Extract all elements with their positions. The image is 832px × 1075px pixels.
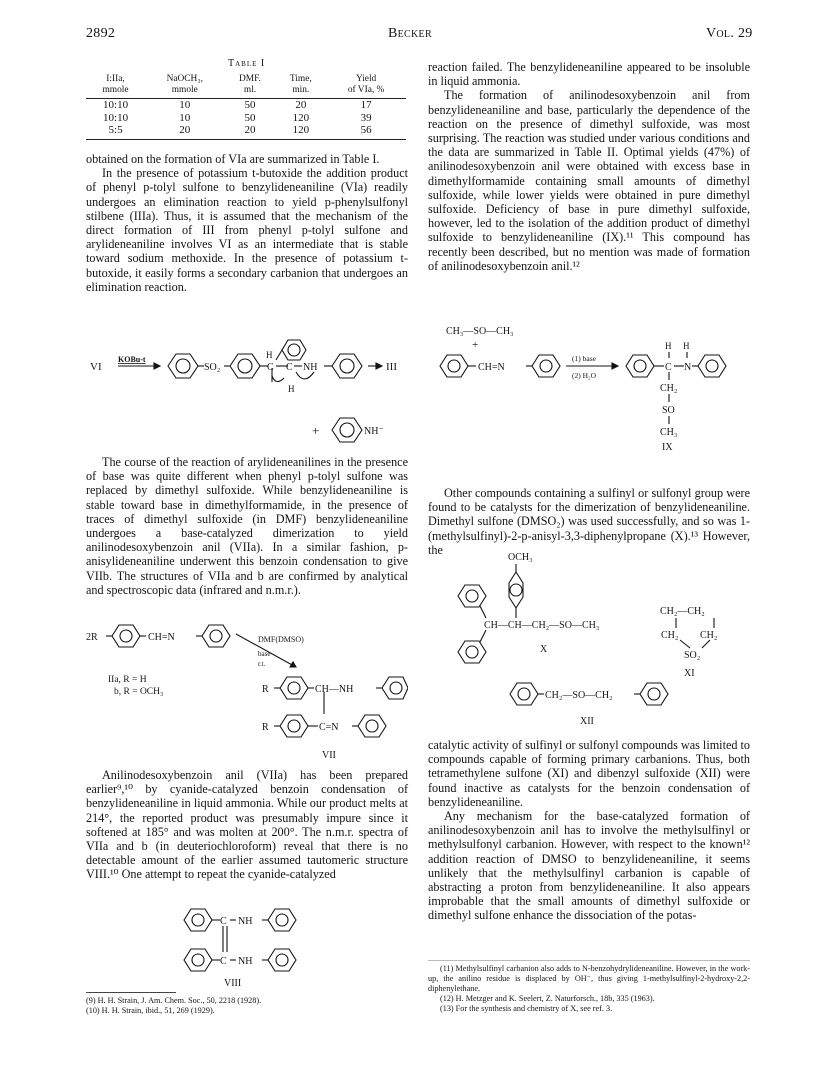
table-caption: Table I [228,58,266,69]
reactant-label: 2R [86,632,98,643]
hydrogen-atom: H [683,341,690,351]
benzene-ring [280,715,308,737]
table-cell: 17 [360,99,372,111]
benzene-ring [440,355,468,377]
methoxy-group: OCH₃ [508,552,533,563]
benzene-ring [202,625,230,647]
so-group: SO [662,405,675,416]
xi-so2: SO₂ [684,650,701,661]
table-cell: 50 [244,99,256,111]
footnotes-left [86,996,408,1016]
table-cell: 10:10 [103,111,129,124]
reagent-label: DMF(DMSO) [258,635,304,644]
compound-label: VIII [224,978,242,988]
chain-x: CH—CH—CH₂—SO—CH₃ [484,620,600,631]
col-header-unit: ml. [224,85,275,99]
footnote: (12) H. Metzger and K. Seelert, Z. Naturforsch., 18b, 335 (1963). [440,994,655,1003]
benzene-ring [458,585,486,607]
compound-iib: b, R = OCH₃ [114,687,164,697]
r-group: R [262,684,269,695]
product-label: III [386,361,397,373]
scheme-x-xi-xii [428,548,750,730]
table-cell: 20 [295,99,307,111]
benzene-ring [382,677,408,699]
footnote: (10) H. H. Strain, ibid., 51, 269 (1929). [86,1006,215,1015]
compound-label: VI [90,361,102,373]
scheme-vii [86,622,408,764]
paragraph: obtained on the formation of VIa are summarized in Table I. [86,152,380,166]
hydrogen-atom: H [288,384,295,394]
right-text-block-1 [428,60,750,273]
col-header: Time, [289,74,312,84]
benzene-ring [184,949,212,971]
paragraph: Any mechanism for the base-catalyzed formation of anilinodesoxybenzoin anil has to involve the methylsulfinyl or methylsulfonyl carbanion. However, with respect to the known¹² addition reaction of DMSO to benzylideneaniline, it seems unlikely that the methylsulfinyl carbanion is capable of abstracting a proton from benzylideneaniline. It also appears improbable that the small amounts of dimethyl sulfoxide or dimethyl sulfone enhance the dissociation of the potas- [428,809,750,923]
table-row [86,124,406,139]
reagent-label: KOBu-t [118,355,146,364]
imine-group: CH=N [148,632,175,643]
carbon-atom: C [665,362,672,373]
benzene-ring [230,354,260,378]
col-header: I:IIa, [106,74,125,84]
compound-label: VII [322,750,336,761]
scheme-vi [86,336,408,448]
table-cell: 10 [179,99,191,111]
table-1 [86,74,406,140]
table-cell: 20 [145,124,224,139]
right-text-block-2 [428,486,750,557]
footnote: (11) Methylsulfinyl carbanion also adds to N-benzohydrylideneaniline. However, in the work-up, the anilino residue is displaced by OH⁻, thus giving 1-methylsulfinyl-2-hydroxy-2,2-diphenylethane. [428,964,750,993]
step-1: (1) base [572,354,596,363]
volume: Vol. 29 [706,26,753,41]
benzene-ring [332,418,362,442]
benzene-ring [332,354,362,378]
footnote: (13) For the synthesis and chemistry of X, see ref. 3. [440,1004,613,1013]
compound-label: XI [684,668,695,679]
right-text-block-3 [428,738,750,923]
nh-group: NH [303,362,318,373]
ch2-group: CH₂ [660,383,678,394]
running-author: Becker [388,26,432,41]
page-number: 2892 [86,26,116,41]
plus-sign: + [472,339,479,351]
anion-label: NH⁻ [364,426,384,437]
col-header-unit: mmole [145,85,224,99]
benzene-ring [510,683,538,705]
xi-right: CH₂ [700,630,718,641]
nh-group: NH [238,916,253,927]
nh-group: NH [238,956,253,967]
xi-top: CH₂—CH₂ [660,606,705,617]
paragraph: Other compounds containing a sulfinyl or sulfonyl group were found to be catalysts for the dimerization of benzylideneaniline. Dimethyl sulfone (DMSO₂) was used successfully, and so was 1-(methylsulfinyl)-2-p-anisyl-3,3-diphenylpropane (X).¹³ However, the [428,486,750,557]
carbon-atom: C [220,956,227,967]
footnotes-right [428,964,750,1014]
so2-group: SO₂ [204,362,221,373]
table-cell: 5:5 [86,124,145,139]
benzene-ring [698,355,726,377]
amine-group: CH—NH [315,684,354,695]
table-cell: 120 [292,111,310,124]
footnote-rule [86,992,176,993]
table-row [86,112,406,125]
benzene-ring [280,677,308,699]
benzene-ring [626,355,654,377]
col-header: DMF. [238,74,261,84]
benzene-ring [184,909,212,931]
benzene-ring [532,355,560,377]
base-label: base [258,650,271,658]
benzene-ring [112,625,140,647]
left-text-block-3 [86,768,408,882]
step-2: (2) H₂O [572,371,597,380]
paragraph: The course of the reaction of arylideneanilines in the presence of base was quite different when phenyl p-tolyl sulfone was replaced by dimethyl sulfoxide. While benzylideneaniline is stable toward base in dimethylformamide, in the presence of traces of dimethyl sulfoxide (in DMF) benzylideneaniline undergoes a base-catalyzed dimerization to yield anilinodesoxybenzoin anil (VIIa). In a similar fashion, p-anisylideneaniline underwent this benzoin condensation to give VIIb. The structures of VIIa and b are confirmed by analytical and spectroscopic data (infrared and n.m.r.). [86,455,408,597]
scheme-ix [428,322,750,456]
table-cell: 50 [244,111,256,124]
carbon-atom: C [286,362,293,373]
table-cell: 10 [179,111,191,124]
table-cell: 56 [326,124,406,139]
table-cell: 20 [224,124,275,139]
scheme-viii [180,906,330,988]
paragraph: In the presence of potassium t-butoxide the addition product of phenyl p-tolyl sulfone to benzylideneaniline (VIa) readily undergoes an elimination reaction to yield p-phenylsulfonyl stilbene (IIIa). Thus, it is assumed that the mechanism of the direct formation of III from phenyl p-tolyl sulfone and arylideneaniline involves VI as an intermediate that is stable toward sodium methoxide. In the presence of potassium t-butoxide, it easily forms a secondary carbanion that undergoes an elimination reaction. [86,166,408,294]
compound-iia: IIa, R = H [108,675,147,685]
chain-xii: CH₂—SO—CH₂ [545,690,613,701]
benzene-ring [358,715,386,737]
benzene-ring [282,340,306,360]
compound-label: IX [662,442,673,453]
carbon-atom: C [267,362,274,373]
col-header-unit: mmole [86,85,145,99]
footnote-rule [428,960,750,961]
plus-sign: + [312,423,320,438]
compound-label: X [540,644,548,655]
ch3-group: CH₃ [660,427,678,438]
imine-group: CH=N [478,362,505,373]
benzene-ring [168,354,198,378]
col-header: Yield [355,74,377,84]
paragraph: catalytic activity of sulfinyl or sulfonyl compounds was limited to compounds capable of forming primary carbanions. Thus, both tetramethylene sulfone (XI) and dibenzyl sulfoxide (XII) were found inactive as catalysts for the benzoin condensation of benzylideneaniline. [428,738,750,809]
benzene-ring [640,683,668,705]
imine-group: C=N [319,722,339,733]
table-row [86,99,406,112]
benzene-ring [509,572,523,608]
nitrogen-atom: N [684,362,692,373]
xi-left: CH₂ [661,630,679,641]
table-cell: 120 [275,124,326,139]
col-header-unit: of VIa, % [326,85,406,99]
reagent-dmso: CH₃—SO—CH₃ [446,326,514,337]
benzene-ring [268,949,296,971]
col-header-unit: min. [275,85,326,99]
col-header: NaOCH₃, [166,74,203,84]
table-cell: 10:10 [103,99,129,111]
benzene-ring [458,641,486,663]
hydrogen-atom: H [665,341,672,351]
left-text-block-2 [86,455,408,597]
carbon-atom: C [220,916,227,927]
left-text-block-1 [86,152,408,294]
benzene-ring [268,909,296,931]
footnote: (9) H. H. Strain, J. Am. Chem. Soc., 50, 2218 (1928). [86,996,262,1005]
compound-label: XII [580,716,594,727]
r-group: R [262,722,269,733]
rt-label: r.t. [258,660,266,668]
paragraph: The formation of anilinodesoxybenzoin anil from benzylideneaniline and base, particularly the dependence of the reaction on the presence of dimethyl sulfoxide, was most surprising. The reaction was studied under various conditions and the data are summarized in Table II. Optimal yields (47%) of anilinodesoxybenzoin anil were obtained with excess base in dimethylformamide containing small amounts of dimethyl sulfoxide, while lower yields were obtained in pure dimethyl sulfoxide. Deficiency of base in pure dimethyl sulfoxide, however, led to the isolation of the addition product of dimethyl sulfoxide to benzylideneaniline (IX).¹¹ This compound has recently been described, but no mention was made of formation of anilinodesoxybenzoin anil.¹² [428,88,750,273]
hydrogen-atom: H [266,350,273,360]
table-cell: 39 [360,111,372,124]
paragraph: reaction failed. The benzylideneaniline appeared to be insoluble in liquid ammonia. [428,60,750,89]
paragraph: Anilinodesoxybenzoin anil (VIIa) has been prepared earlier⁹,¹⁰ by cyanide-catalyzed benzoin condensation of benzylideneaniline in liquid ammonia. While our product melts at 214°, the reported product was presumably impure since it softened at 185° and was molten at 200°. The n.m.r. spectra of VIIa and b (in deuteriochloroform) reveal that there is no detectable amount of the earlier assumed tautomeric structure VIII.¹⁰ One attempt to repeat the cyanide-catalyzed [86,768,408,882]
